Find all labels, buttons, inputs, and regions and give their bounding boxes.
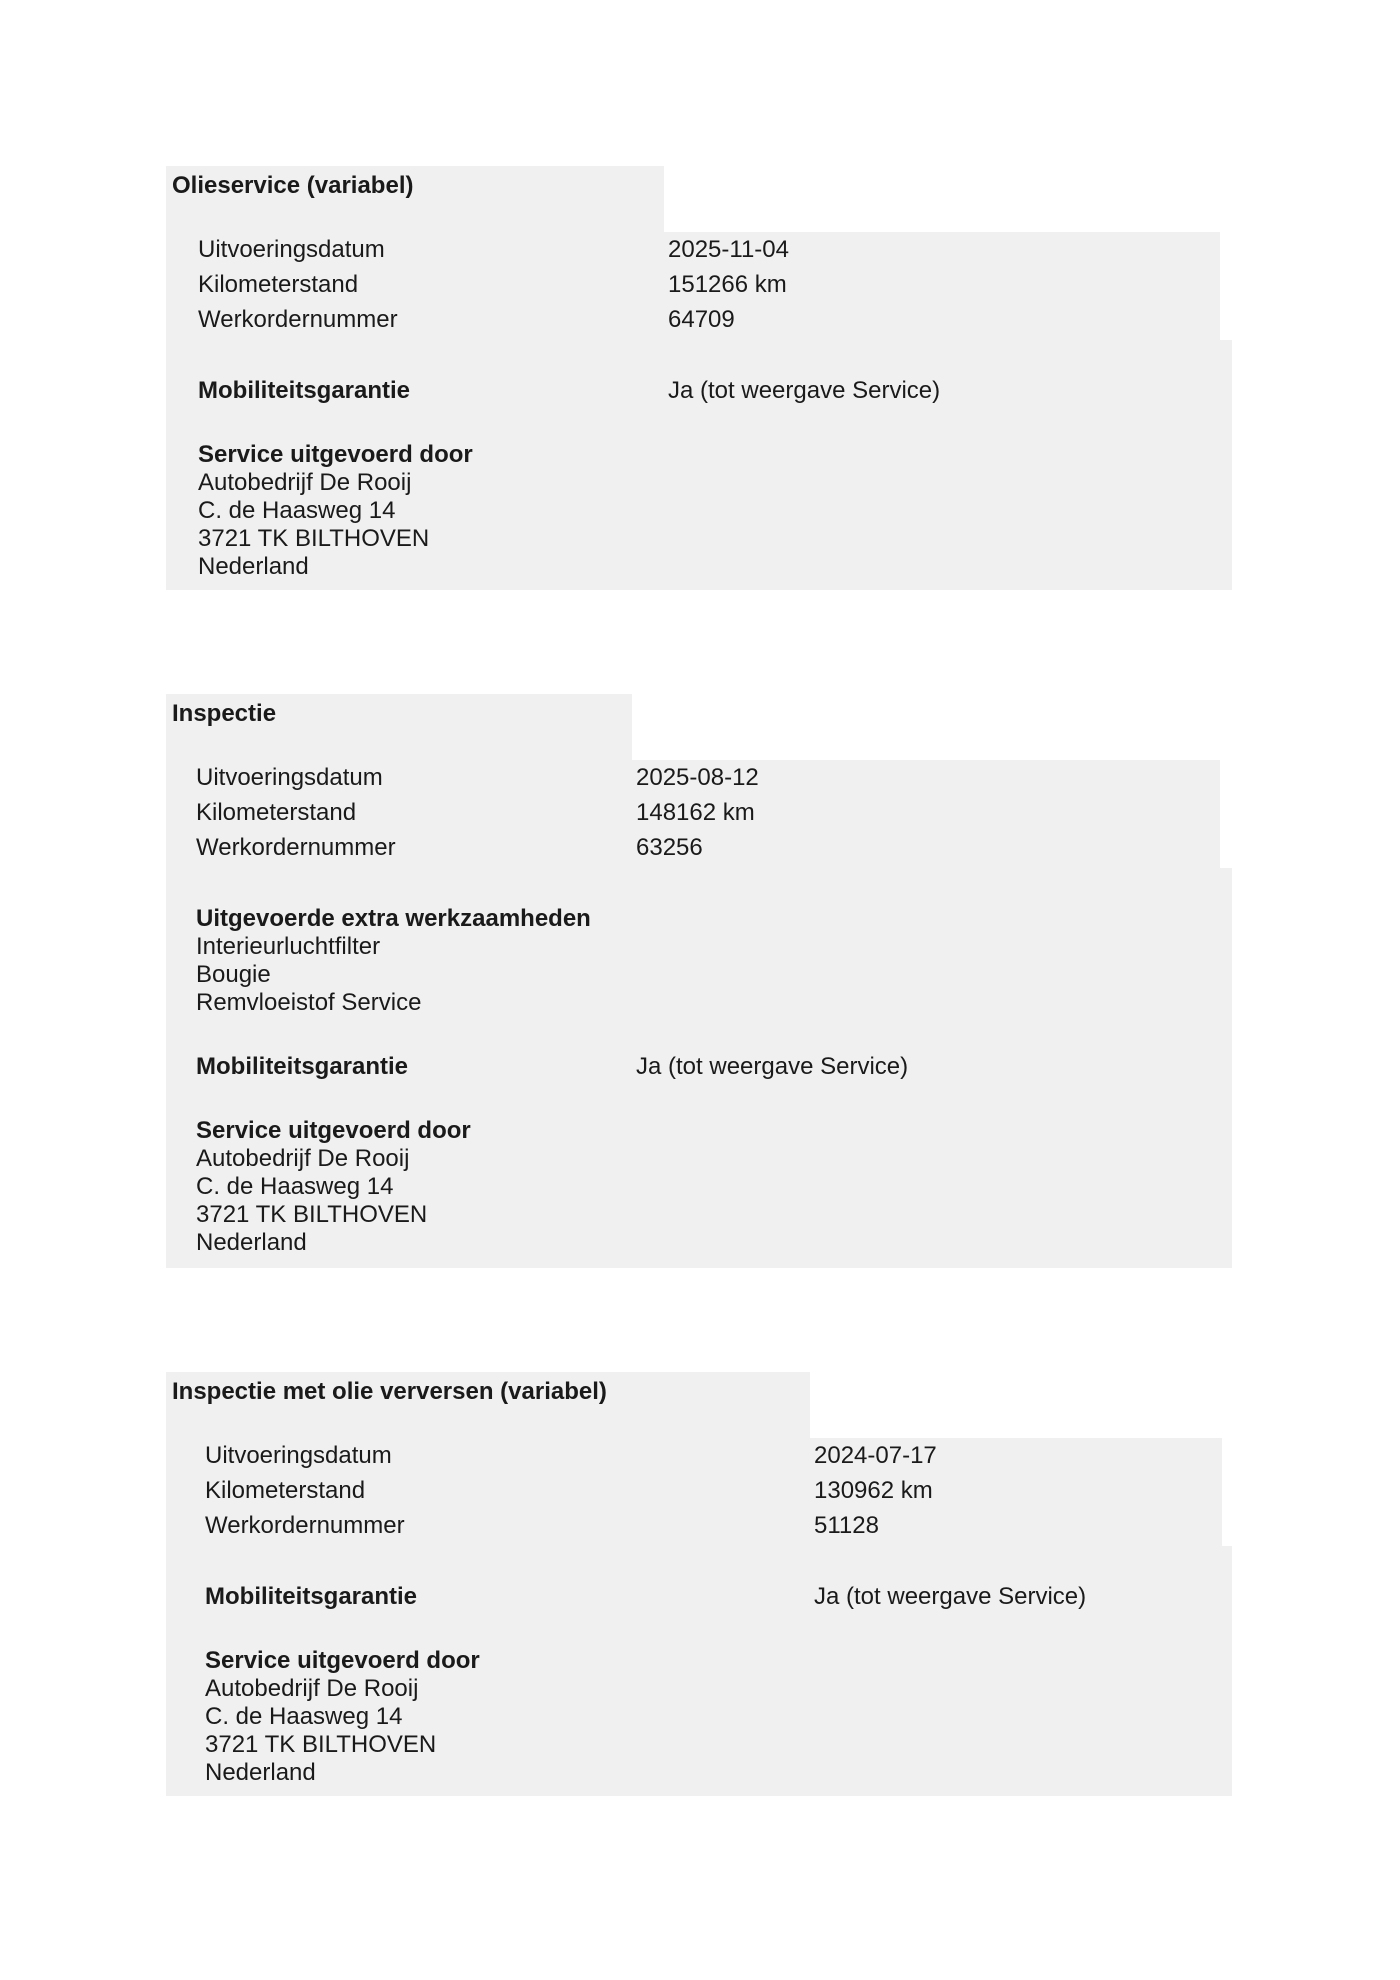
service-by-city: 3721 TK BILTHOVEN <box>205 1731 437 1758</box>
row-label-mileage: Kilometerstand <box>196 799 357 826</box>
mobility-label: Mobiliteitsgarantie <box>198 377 411 404</box>
service-by-street: C. de Haasweg 14 <box>196 1173 394 1200</box>
row-value-date: 2024-07-17 <box>814 1442 937 1469</box>
row-label-date: Uitvoeringsdatum <box>196 764 383 791</box>
mobility-value: Ja (tot weergave Service) <box>636 1053 909 1080</box>
row-label-date: Uitvoeringsdatum <box>205 1442 392 1469</box>
record-title: Inspectie <box>172 700 277 727</box>
row-label-mileage: Kilometerstand <box>205 1477 366 1504</box>
row-value-mileage: 151266 km <box>668 271 787 298</box>
service-record <box>166 166 1232 590</box>
row-label-workorder: Werkordernummer <box>196 834 396 861</box>
service-record <box>166 694 1232 1268</box>
row-label-workorder: Werkordernummer <box>205 1512 405 1539</box>
mobility-value: Ja (tot weergave Service) <box>668 377 941 404</box>
service-by-name: Autobedrijf De Rooij <box>198 469 412 496</box>
extra-work-label: Uitgevoerde extra werkzaamheden <box>196 905 591 932</box>
service-by-country: Nederland <box>198 553 309 580</box>
row-value-date: 2025-08-12 <box>636 764 759 791</box>
row-label-workorder: Werkordernummer <box>198 306 398 333</box>
extra-work-item: Interieurluchtfilter <box>196 933 381 960</box>
row-label-mileage: Kilometerstand <box>198 271 359 298</box>
service-by-country: Nederland <box>196 1229 307 1256</box>
row-value-workorder: 63256 <box>636 834 703 861</box>
row-value-workorder: 51128 <box>814 1512 879 1539</box>
service-by-name: Autobedrijf De Rooij <box>205 1675 419 1702</box>
service-by-country: Nederland <box>205 1759 316 1786</box>
service-by-street: C. de Haasweg 14 <box>205 1703 403 1730</box>
service-by-label: Service uitgevoerd door <box>198 441 473 468</box>
row-label-date: Uitvoeringsdatum <box>198 236 385 263</box>
service-by-city: 3721 TK BILTHOVEN <box>198 525 430 552</box>
row-value-workorder: 64709 <box>668 306 735 333</box>
record-title: Olieservice (variabel) <box>172 172 414 199</box>
row-value-mileage: 148162 km <box>636 799 755 826</box>
row-value-mileage: 130962 km <box>814 1477 933 1504</box>
service-by-street: C. de Haasweg 14 <box>198 497 396 524</box>
service-by-name: Autobedrijf De Rooij <box>196 1145 410 1172</box>
row-value-date: 2025-11-04 <box>668 236 789 263</box>
record-title: Inspectie met olie verversen (variabel) <box>172 1378 607 1405</box>
service-record <box>166 1372 1232 1796</box>
mobility-label: Mobiliteitsgarantie <box>196 1053 409 1080</box>
service-by-city: 3721 TK BILTHOVEN <box>196 1201 428 1228</box>
mobility-label: Mobiliteitsgarantie <box>205 1583 418 1610</box>
extra-work-item: Bougie <box>196 961 271 988</box>
service-by-label: Service uitgevoerd door <box>205 1647 480 1674</box>
service-by-label: Service uitgevoerd door <box>196 1117 471 1144</box>
extra-work-item: Remvloeistof Service <box>196 989 422 1016</box>
mobility-value: Ja (tot weergave Service) <box>814 1583 1087 1610</box>
